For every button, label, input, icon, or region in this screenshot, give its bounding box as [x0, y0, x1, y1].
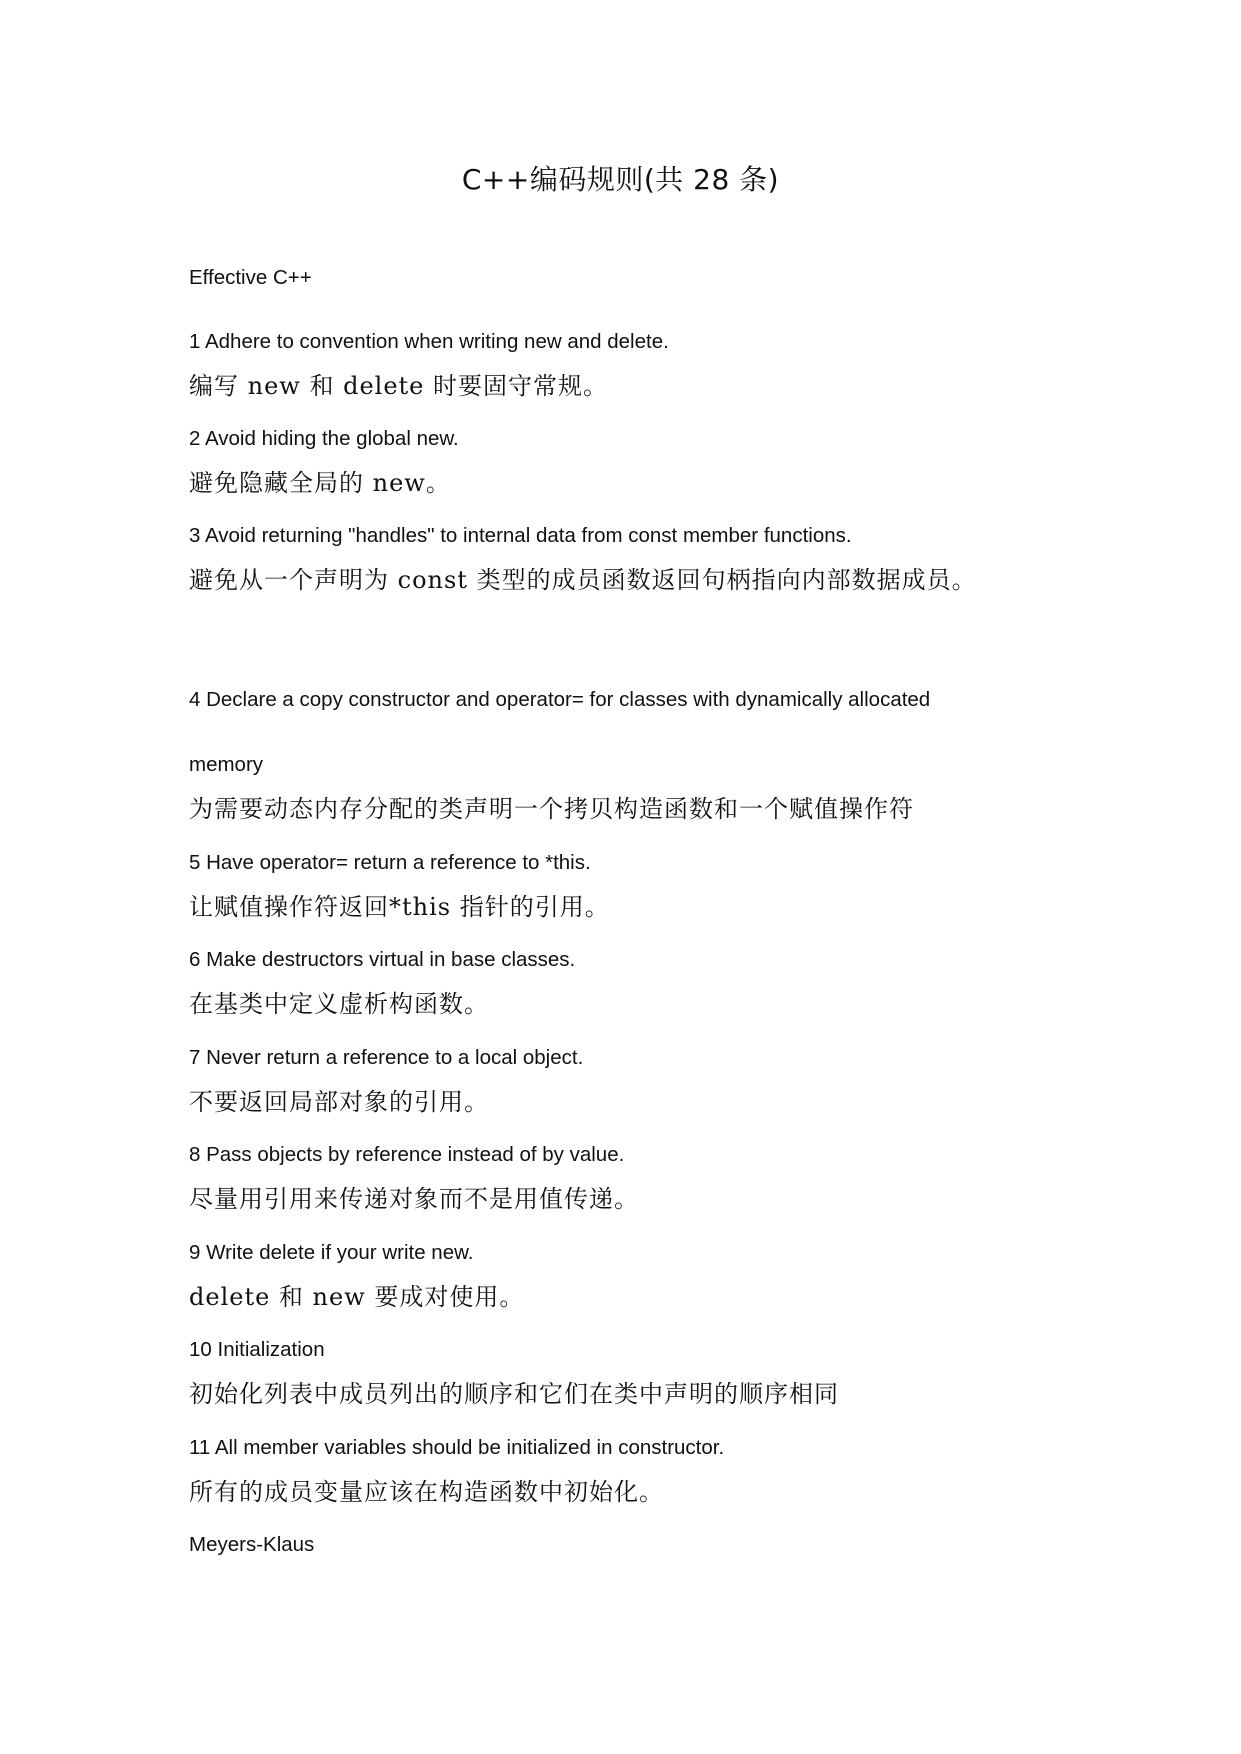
- document-title: C++编码规则(共 28 条): [461, 163, 780, 196]
- rule-11-english: 11 All member variables should be initialized in constructor.: [189, 1436, 725, 1459]
- rule-4-chinese: 为需要动态内存分配的类声明一个拷贝构造函数和一个赋值操作符: [189, 795, 914, 823]
- rule-7-english: 7 Never return a reference to a local object.: [189, 1046, 584, 1069]
- rule-10-chinese: 初始化列表中成员列出的顺序和它们在类中声明的顺序相同: [189, 1380, 839, 1408]
- rule-3-english: 3 Avoid returning "handles" to internal data from const member functions.: [189, 524, 852, 547]
- rule-3-chinese: 避免从一个声明为 const 类型的成员函数返回句柄指向内部数据成员。: [189, 566, 977, 594]
- rule-8-english: 8 Pass objects by reference instead of by value.: [189, 1143, 625, 1166]
- section-heading-meyers-klaus: Meyers-Klaus: [189, 1533, 315, 1556]
- rule-2-chinese: 避免隐藏全局的 new。: [189, 469, 451, 497]
- rule-9-chinese: delete 和 new 要成对使用。: [189, 1283, 525, 1311]
- rule-1-chinese: 编写 new 和 delete 时要固守常规。: [189, 372, 609, 400]
- rule-10-english: 10 Initialization: [189, 1338, 325, 1361]
- rule-6-english: 6 Make destructors virtual in base classes.: [189, 948, 576, 971]
- rule-7-chinese: 不要返回局部对象的引用。: [189, 1088, 489, 1116]
- rule-4-english: 4 Declare a copy constructor and operator= for classes with dynamically allocated: [189, 688, 931, 711]
- rule-2-english: 2 Avoid hiding the global new.: [189, 427, 459, 450]
- rule-8-chinese: 尽量用引用来传递对象而不是用值传递。: [189, 1185, 639, 1213]
- section-heading-effective-cpp: Effective C++: [189, 266, 312, 289]
- rule-11-chinese: 所有的成员变量应该在构造函数中初始化。: [189, 1478, 664, 1506]
- rule-9-english: 9 Write delete if your write new.: [189, 1241, 474, 1264]
- rule-5-chinese: 让赋值操作符返回*this 指针的引用。: [189, 893, 610, 921]
- rule-4-english-continued: memory: [189, 753, 264, 776]
- rule-1-english: 1 Adhere to convention when writing new and delete.: [189, 330, 669, 353]
- rule-6-chinese: 在基类中定义虚析构函数。: [189, 990, 489, 1018]
- rule-5-english: 5 Have operator= return a reference to *this.: [189, 851, 591, 874]
